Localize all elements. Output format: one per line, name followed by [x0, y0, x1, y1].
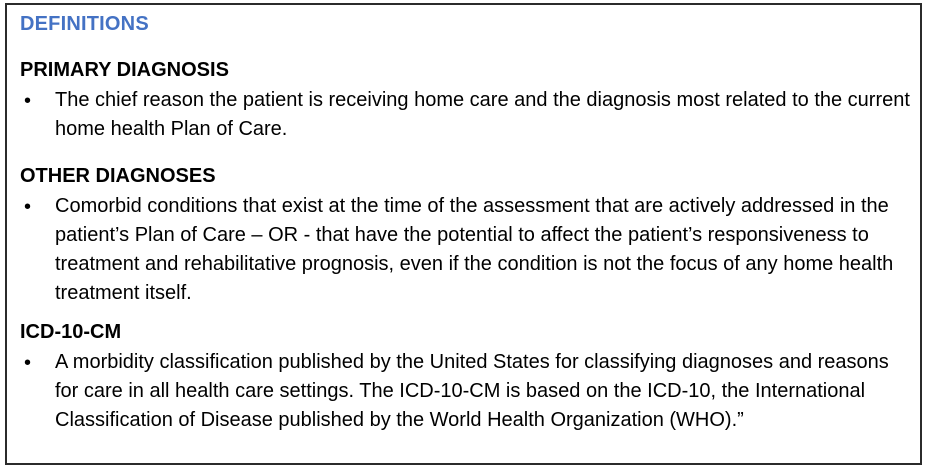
bullet-icon: • [24, 90, 32, 112]
bullet-icon: • [24, 352, 32, 374]
section-primary-diagnosis [20, 57, 910, 144]
definitions-box [5, 3, 922, 465]
definition-text-icd-10-cm: A morbidity classification published by the United States for classifying diagnoses and reasons for care in all health care settings. The ICD-10-CM is based on the ICD-10, the International Classification of Disease published by the World Health Organization (WHO).” [55, 351, 889, 431]
bullet-item [20, 192, 910, 308]
section-title-other-diagnoses: OTHER DIAGNOSES [20, 165, 216, 187]
bullet-item [20, 348, 910, 435]
section-icd-10-cm [20, 319, 910, 435]
section-title-primary-diagnosis: PRIMARY DIAGNOSIS [20, 59, 229, 81]
definitions-heading: DEFINITIONS [20, 13, 149, 35]
section-title-icd-10-cm: ICD-10-CM [20, 321, 122, 343]
section-other-diagnoses [20, 163, 910, 308]
definition-text-other-diagnoses: Comorbid conditions that exist at the time of the assessment that are actively addressed in the patient’s Plan of Care – OR - that have the potential to affect the patient’s responsiveness to treatment and rehabilitative prognosis, even if the condition is not the focus of any home health treatment itself. [55, 195, 894, 304]
bullet-icon: • [24, 196, 32, 218]
definition-text-primary-diagnosis: The chief reason the patient is receiving home care and the diagnosis most related to the current home health Plan of Care. [55, 89, 910, 140]
bullet-item [20, 86, 910, 144]
